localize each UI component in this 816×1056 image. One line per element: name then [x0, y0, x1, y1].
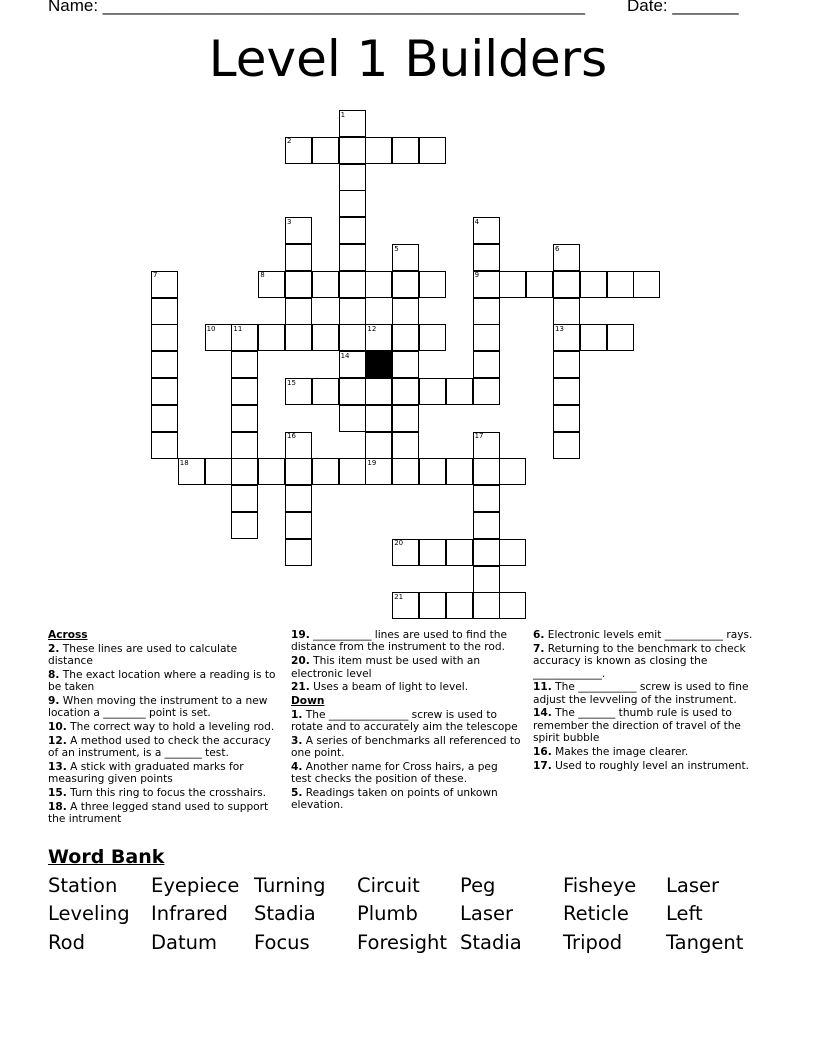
crossword-cell[interactable] — [339, 217, 366, 244]
word-bank-word: Tangent — [666, 931, 744, 954]
clue-number: 10 — [206, 324, 216, 333]
crossword-cell[interactable] — [365, 378, 392, 405]
crossword-cell[interactable] — [151, 298, 178, 325]
crossword-cell[interactable] — [365, 405, 392, 432]
crossword-cell[interactable] — [446, 378, 473, 405]
crossword-cell[interactable] — [312, 378, 339, 405]
word-bank-word: Focus — [254, 931, 310, 954]
crossword-cell[interactable] — [392, 378, 419, 405]
crossword-cell[interactable] — [473, 351, 500, 378]
crossword-cell[interactable] — [339, 324, 366, 351]
word-bank-word: Leveling — [48, 902, 130, 925]
crossword-cell[interactable] — [151, 324, 178, 351]
crossword-cell[interactable] — [526, 271, 553, 298]
clue-number: 7 — [153, 271, 158, 280]
crossword-cell[interactable] — [339, 458, 366, 485]
black-square — [365, 351, 392, 378]
crossword-cell[interactable] — [473, 324, 500, 351]
crossword-cell[interactable] — [473, 244, 500, 271]
crossword-cell[interactable] — [473, 378, 500, 405]
clue-number: 13 — [555, 324, 564, 333]
clue-number: 2 — [287, 137, 292, 146]
crossword-cell[interactable] — [473, 539, 500, 566]
crossword-cell[interactable] — [285, 244, 312, 271]
crossword-cell[interactable] — [553, 378, 580, 405]
clue-number: 4 — [474, 217, 480, 226]
word-bank-word: Eyepiece — [151, 874, 240, 897]
crossword-cell[interactable] — [499, 539, 526, 566]
clue-number: 20 — [394, 539, 404, 548]
crossword-cell[interactable] — [392, 351, 419, 378]
crossword-cell[interactable] — [392, 458, 419, 485]
crossword-cell[interactable] — [285, 324, 312, 351]
crossword-cell[interactable] — [312, 458, 339, 485]
word-bank-word: Infrared — [151, 902, 228, 925]
clue-across: 19. ___________ lines are used to find the distance from the instrument to the rod. — [291, 629, 508, 654]
crossword-cell[interactable] — [285, 485, 312, 512]
word-bank-word: Left — [666, 902, 703, 925]
clues-column-1 — [48, 629, 280, 827]
crossword-cell[interactable] — [473, 512, 500, 539]
crossword-cell[interactable] — [419, 539, 446, 566]
name-field[interactable]: Name: ___________________________________________________ — [48, 0, 585, 15]
clue-down: 11. The ___________ screw is used to fine adjust the levveling of the instrument. — [533, 681, 749, 706]
crossword-cell[interactable] — [231, 378, 258, 405]
crossword-cell[interactable] — [258, 324, 285, 351]
crossword-cell[interactable] — [312, 137, 339, 164]
crossword-cell[interactable] — [392, 324, 419, 351]
crossword-cell[interactable] — [339, 378, 366, 405]
crossword-cell[interactable] — [580, 324, 607, 351]
crossword-cell[interactable] — [339, 244, 366, 271]
crossword-cell[interactable] — [473, 592, 500, 619]
crossword-cell[interactable] — [339, 298, 366, 325]
crossword-cell[interactable] — [151, 351, 178, 378]
clue-number: 14 — [340, 351, 350, 360]
clue-number: 11 — [233, 324, 243, 333]
clue-across: 2. These lines are used to calculate distance — [48, 642, 238, 668]
crossword-cell[interactable] — [312, 271, 339, 298]
crossword-cell[interactable] — [419, 592, 446, 619]
crossword-cell[interactable] — [258, 458, 285, 485]
page-title: Level 1 Builders — [208, 30, 608, 88]
crossword-cell[interactable] — [553, 432, 580, 459]
clue-across: 12. A method used to check the accuracy of an instrument, is a _______ test. — [48, 734, 271, 760]
clue-number: 9 — [474, 271, 480, 280]
word-bank-word: Datum — [151, 931, 217, 954]
crossword-cell[interactable] — [205, 458, 232, 485]
crossword-cell[interactable] — [392, 271, 419, 298]
crossword-cell[interactable] — [419, 137, 446, 164]
across-heading: Across — [48, 629, 88, 641]
word-bank-word: Turning — [254, 874, 326, 897]
clue-number: 18 — [179, 458, 189, 467]
clue-number: 15 — [287, 378, 296, 387]
word-bank-word: Circuit — [357, 874, 420, 897]
crossword-cell[interactable] — [365, 432, 392, 459]
crossword-cell[interactable] — [231, 432, 258, 459]
down-heading: Down — [291, 694, 325, 707]
crossword-cell[interactable] — [285, 271, 312, 298]
clue-down: 1. The _______________ screw is used to rotate and to accurately aim the telescope — [291, 708, 518, 734]
clue-down: 3. A series of benchmarks all referenced to one point. — [291, 734, 521, 760]
clue-number: 5 — [394, 244, 399, 253]
crossword-cell[interactable] — [339, 137, 366, 164]
clue-down: 14. The _______ thumb rule is used to remember the direction of travel of the spirit bubble — [533, 707, 741, 745]
crossword-cell[interactable] — [553, 351, 580, 378]
clue-down: 6. Electronic levels emit ___________ rays. — [533, 629, 753, 641]
word-bank-word: Tripod — [563, 931, 623, 954]
clues-column-3 — [533, 629, 765, 773]
crossword-cell[interactable] — [231, 405, 258, 432]
crossword-cell[interactable] — [151, 378, 178, 405]
crossword-cell[interactable] — [365, 137, 392, 164]
clue-number: 3 — [287, 217, 292, 226]
clue-across: 10. The correct way to hold a leveling rod. — [48, 721, 275, 734]
crossword-cell[interactable] — [473, 458, 500, 485]
crossword-cell[interactable] — [499, 271, 526, 298]
crossword-cell[interactable] — [231, 512, 258, 539]
crossword-cell[interactable] — [151, 405, 178, 432]
crossword-cell[interactable] — [446, 592, 473, 619]
word-bank-word: Laser — [666, 874, 719, 897]
crossword-cell[interactable] — [285, 298, 312, 325]
clue-number: 16 — [287, 432, 296, 441]
crossword-cell[interactable] — [553, 405, 580, 432]
crossword-cell[interactable] — [312, 324, 339, 351]
crossword-cell[interactable] — [231, 485, 258, 512]
clue-down: 5. Readings taken on points of unkown elevation. — [291, 786, 498, 812]
clue-across: 18. A three legged stand used to support the intrument — [48, 800, 269, 826]
crossword-cell[interactable] — [392, 137, 419, 164]
word-bank-word: Peg — [460, 874, 496, 897]
clue-number: 19 — [367, 458, 377, 467]
crossword-cell[interactable] — [473, 485, 500, 512]
clue-number: 8 — [260, 271, 265, 280]
clue-number: 6 — [555, 244, 560, 253]
clue-number: 12 — [367, 324, 377, 333]
clue-down: 4. Another name for Cross hairs, a peg test checks the position of these. — [291, 760, 498, 786]
clue-across: 8. The exact location where a reading is to be taken — [48, 668, 276, 694]
crossword-cell[interactable] — [446, 539, 473, 566]
crossword-cell[interactable] — [392, 432, 419, 459]
word-bank-word: Laser — [460, 902, 513, 925]
clue-across: 9. When moving the instrument to a new location a ________ point is set. — [48, 694, 268, 720]
clue-down: 16. Makes the image clearer. — [533, 745, 689, 758]
clue-number: 21 — [394, 592, 404, 601]
clue-number: 1 — [340, 110, 346, 119]
word-bank-word: Station — [48, 874, 118, 897]
crossword-cell[interactable] — [607, 271, 634, 298]
crossword-cell[interactable] — [499, 458, 526, 485]
crossword-cell[interactable] — [339, 190, 366, 217]
crossword-cell[interactable] — [499, 592, 526, 619]
clue-across: 21. Uses a beam of light to level. — [291, 681, 469, 694]
crossword-cell[interactable] — [339, 405, 366, 432]
word-bank-word: Stadia — [254, 902, 316, 925]
crossword-cell[interactable] — [580, 271, 607, 298]
crossword-cell[interactable] — [419, 458, 446, 485]
crossword-cell[interactable] — [419, 378, 446, 405]
crossword-cell[interactable] — [231, 351, 258, 378]
crossword-cell[interactable] — [553, 271, 580, 298]
crossword-cell[interactable] — [633, 271, 660, 298]
word-bank-word: Foresight — [357, 931, 447, 954]
word-bank-word: Reticle — [563, 902, 629, 925]
crossword-cell[interactable] — [473, 566, 500, 593]
crossword-cell[interactable] — [151, 432, 178, 459]
crossword-cell[interactable] — [339, 271, 366, 298]
clues-column-2 — [291, 629, 521, 813]
crossword-cell[interactable] — [607, 324, 634, 351]
crossword-cell[interactable] — [285, 512, 312, 539]
crossword-cell[interactable] — [365, 271, 392, 298]
clue-across: 20. This item must be used with an electronic level — [291, 655, 481, 680]
crossword-cell[interactable] — [419, 271, 446, 298]
crossword-cell[interactable] — [419, 324, 446, 351]
clue-number: 17 — [474, 432, 484, 441]
crossword-cell[interactable] — [285, 539, 312, 566]
date-field[interactable]: Date: _______ — [627, 0, 739, 15]
crossword-cell[interactable] — [339, 164, 366, 191]
crossword-cell[interactable] — [473, 298, 500, 325]
crossword-cell[interactable] — [231, 458, 258, 485]
word-bank-word: Rod — [48, 931, 85, 954]
clue-down: 7. Returning to the benchmark to check accuracy is known as closing the _____________. — [533, 642, 746, 680]
word-bank-word: Fisheye — [563, 874, 637, 897]
word-bank-word: Stadia — [460, 931, 522, 954]
crossword-cell[interactable] — [553, 298, 580, 325]
word-bank-word: Plumb — [357, 902, 418, 925]
crossword-cell[interactable] — [446, 458, 473, 485]
word-bank-title: Word Bank — [48, 846, 165, 868]
crossword-cell[interactable] — [392, 298, 419, 325]
clue-down: 17. Used to roughly level an instrument. — [533, 759, 749, 772]
clue-across: 13. A stick with graduated marks for measuring given points — [48, 760, 244, 786]
crossword-cell[interactable] — [285, 458, 312, 485]
clue-across: 15. Turn this ring to focus the crosshairs. — [48, 786, 267, 799]
crossword-cell[interactable] — [392, 405, 419, 432]
